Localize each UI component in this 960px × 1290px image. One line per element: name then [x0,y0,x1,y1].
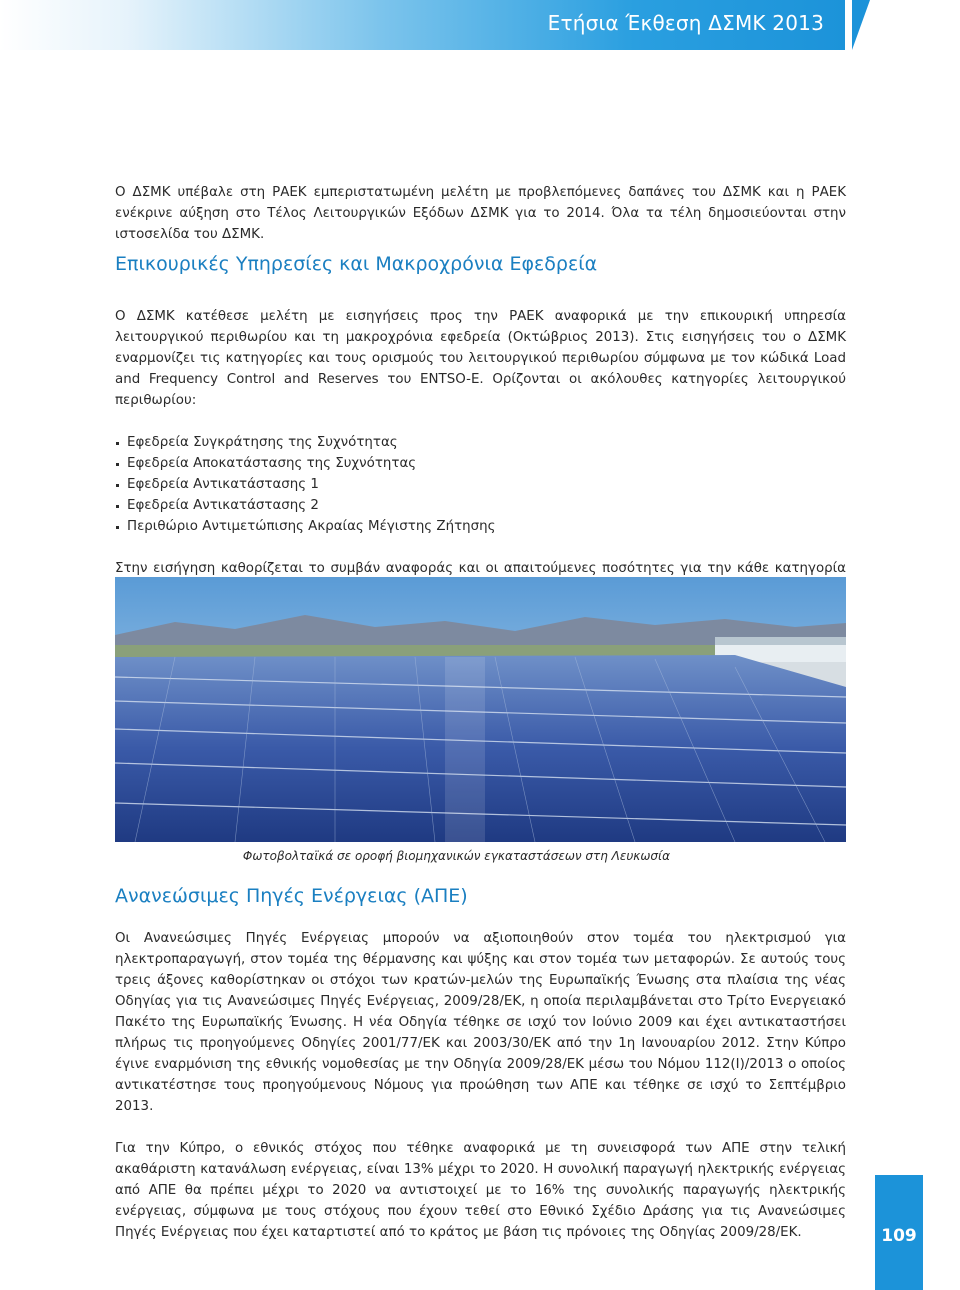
renewables-paragraph-1: Οι Ανανεώσιμες Πηγές Ενέργειας μπορούν να αξιοποιηθούν στον τομέα του ηλεκτρισμού για ηλεκτροπαραγωγή, στον τομέα της θέρμανσης και ψύξης και στον τομέα των μεταφορών. Σε αυτούς τους τρεις άξονες καθορίστηκαν οι στόχοι των κρατών-μελών της Ευρωπαϊκής Ένωσης στα πλαίσια της νέας Οδηγίας για τις Ανανεώσιμες Πηγές Ενέργειας, 2009/28/ΕΚ, η οποία περιλαμβάνεται στο Τρίτο Ενεργειακό Πακέτο της Ευρωπαϊκής Ένωσης. Η νέα Οδηγία τέθηκε σε ισχύ τον Ιούνιο 2009 και έχει αντικαταστήσει πλήρως τις προηγούμενες Οδηγίες 2001/77/ΕΚ και 2003/30/ΕΚ από την 1η Ιανουαρίου 2012. Στην Κύπρο έγινε εναρμόνιση της εθνικής νομοθεσίας με την Οδηγία 2009/28/ΕΚ μέσω του Νόμου 112(Ι)/2013 ο οποίος αντικατέστησε τους προηγούμενους Νόμους για προώθηση των ΑΠΕ και τέθηκε σε ισχύ το Σεπτέμβριο 2013. [115,931,846,1114]
photo-caption: Φωτοβολταϊκά σε οροφή βιομηχανικών εγκαταστάσεων στη Λευκωσία [242,849,670,863]
intro-section [115,182,846,245]
header-corner-tab [852,0,960,50]
page-number: 109 [881,1226,917,1246]
reserve-categories-list [115,432,846,537]
renewables-paragraph-2: Για την Κύπρο, ο εθνικός στόχος που τέθηκε αναφορικά με τη συνεισφορά των ΑΠΕ στην τελική ακαθάριστη κατανάλωση ενέργειας, είναι 13% μέχρι το 2020. Η συνολική παραγωγή ηλεκτρικής ενέργειας από ΑΠΕ θα πρέπει μέχρι το 2020 να αντιστοιχεί με το 16% της συνολικής παραγωγής ηλεκτρικής ενέργειας, σύμφωνα με τους στόχους που έχουν τεθεί στο Εθνικό Σχέδιο Δράσης για τις Ανανεώσιμες Πηγές Ενέργειας που έχει καταρτιστεί από το κράτος με βάση τις πρόνοιες της Οδηγίας 2009/28/ΕΚ. [115,1141,846,1240]
list-item: Εφεδρεία Αντικατάστασης 2 [115,495,846,516]
list-item: Εφεδρεία Αποκατάστασης της Συχνότητας [115,453,846,474]
section-heading-renewables: Ανανεώσιμες Πηγές Ενέργειας (ΑΠΕ) [115,885,468,907]
ancillary-closing-paragraph: Στην εισήγηση καθορίζεται το συμβάν αναφοράς και οι απαιτούμενες ποσότητες για την κάθε κατηγορία [115,561,846,576]
list-item: Εφεδρεία Συγκράτησης της Συχνότητας [115,432,846,453]
section-heading-ancillary: Επικουρικές Υπηρεσίες και Μακροχρόνια Εφεδρεία [115,253,598,275]
report-title: Ετήσια Έκθεση ΔΣΜΚ 2013 [547,11,824,35]
ancillary-section [115,252,846,621]
intro-paragraph: Ο ΔΣΜΚ υπέβαλε στη ΡΑΕΚ εμπεριστατωμένη μελέτη με προβλεπόμενες δαπάνες του ΔΣΜΚ και η ΡΑΕΚ ενέκρινε αύξηση στο Τέλος Λειτουργικών Εξόδων ΔΣΜΚ για το 2014. Όλα τα τέλη δημοσιεύονται στην ιστοσελίδα του ΔΣΜΚ. [115,185,846,242]
ancillary-paragraph: Ο ΔΣΜΚ κατέθεσε μελέτη με εισηγήσεις προς την ΡΑΕΚ αναφορικά με την επικουρική υπηρεσία λειτουργικού περιθωρίου και τη μακροχρόνια εφεδρεία (Οκτώβριος 2013). Στις εισηγήσεις του ο ΔΣΜΚ εναρμονίζει τις κατηγορίες και τους ορισμούς του λειτουργικού περιθωρίου σύμφωνα με τον κώδικά Load and Frequency Control and Reserves του ENTSO-E. Ορίζονται οι ακόλουθες κατηγορίες λειτουργικού περιθωρίου: [115,309,846,408]
renewables-section [115,884,846,1243]
list-item: Περιθώριο Αντιμετώπισης Ακραίας Μέγιστης Ζήτησης [115,516,846,537]
solar-panels-illustration [115,577,846,842]
list-item: Εφεδρεία Αντικατάστασης 1 [115,474,846,495]
solar-panels-photo [115,577,846,842]
